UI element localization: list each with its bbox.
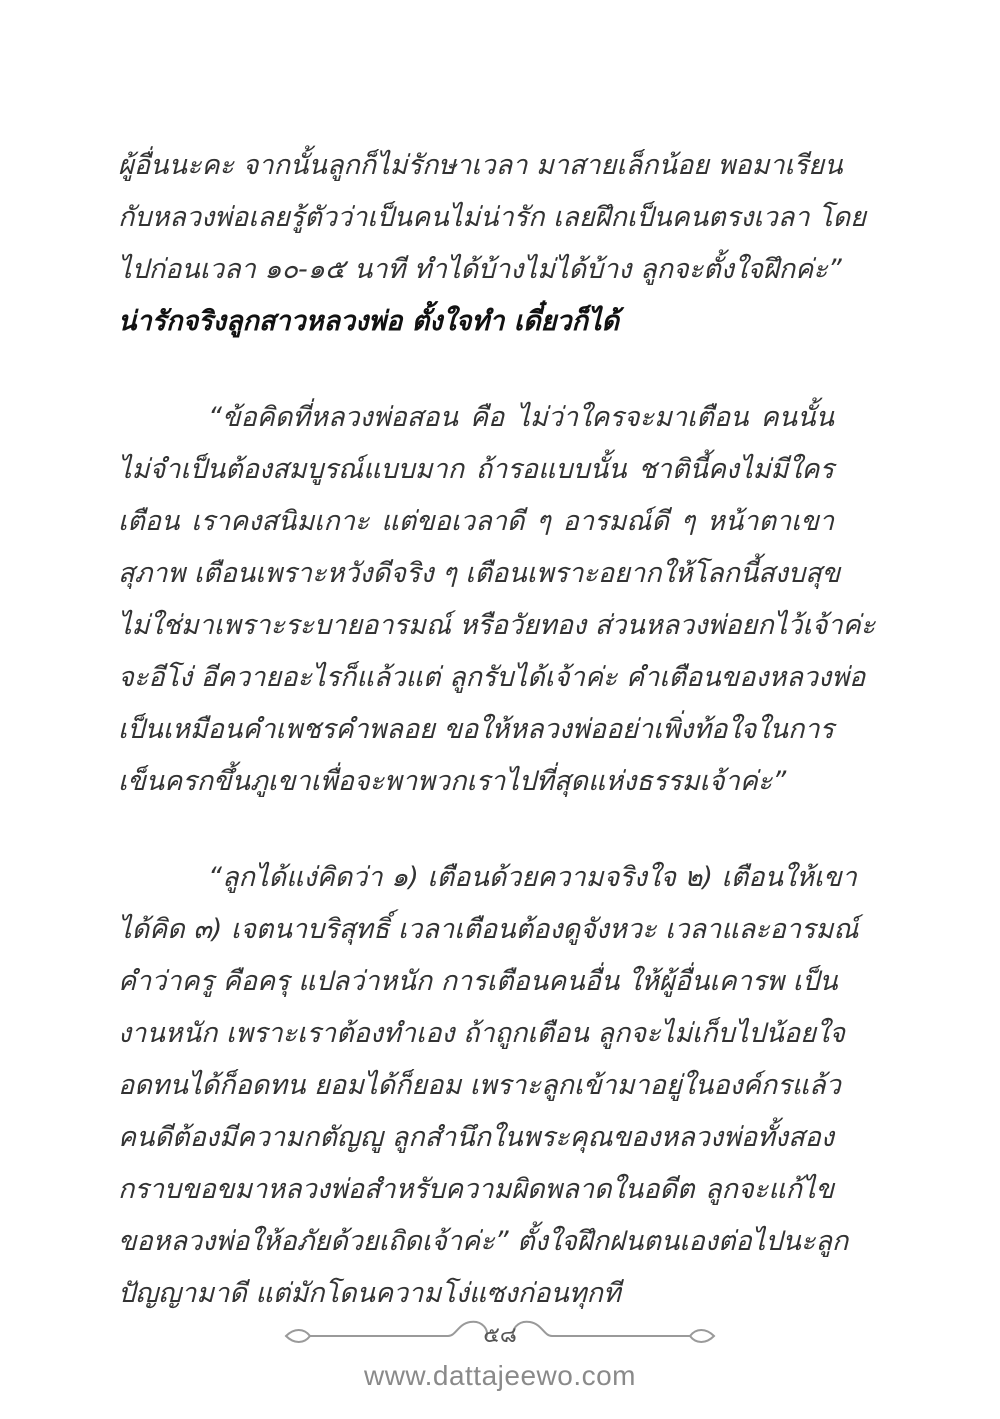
- text-line: กับหลวงพ่อเลยรู้ตัวว่าเป็นคนไม่น่ารัก เลยฝึกเป็นคนตรงเวลา โดย: [118, 202, 866, 233]
- text-line: คำว่าครู คือครุ แปลว่าหนัก การเตือนคนอื่น ให้ผู้อื่นเคารพ เป็น: [118, 966, 838, 997]
- reply-line-bold: น่ารักจริงลูกสาวหลวงพ่อ ตั้งใจทำ เดี๋ยวก็ได้: [118, 306, 620, 337]
- paragraph-1: [118, 140, 866, 348]
- page-footer: [0, 1318, 1000, 1418]
- text-line: ปัญญามาดี แต่มักโดนความโง่แซงก่อนทุกที: [118, 1278, 621, 1309]
- text-line: สุภาพ เตือนเพราะหวังดีจริง ๆ เตือนเพราะอยากให้โลกนี้สงบสุข: [118, 558, 841, 589]
- text-line: “ข้อคิดที่หลวงพ่อสอน คือ ไม่ว่าใครจะมาเตือน คนนั้น: [208, 402, 834, 433]
- text-line: งานหนัก เพราะเราต้องทำเอง ถ้าถูกเตือน ลูกจะไม่เก็บไปน้อยใจ: [118, 1018, 845, 1049]
- paragraph-2: [118, 392, 876, 808]
- footer-url: www.dattajeewo.com: [363, 1360, 636, 1391]
- paragraph-gap: [118, 808, 834, 852]
- text-line: ได้คิด ๓) เจตนาบริสุทธิ์ เวลาเตือนต้องดูจังหวะ เวลาและอารมณ์: [118, 914, 859, 945]
- text-line: ขอหลวงพ่อให้อภัยด้วยเถิดเจ้าค่ะ” ตั้งใจฝึกฝนตนเองต่อไปนะลูก: [118, 1226, 849, 1257]
- text-line: เข็นครกขึ้นภูเขาเพื่อจะพาพวกเราไปที่สุดแห่งธรรมเจ้าค่ะ”: [118, 766, 787, 797]
- text-line: “ลูกได้แง่คิดว่า ๑) เตือนด้วยความจริงใจ ๒) เตือนให้เขา: [208, 862, 857, 893]
- paragraph-gap: [118, 348, 834, 392]
- text-line: ไปก่อนเวลา ๑๐-๑๕ นาที ทำได้บ้างไม่ได้บ้าง ลูกจะตั้งใจฝึกค่ะ”: [118, 254, 842, 285]
- text-line: เตือน เราคงสนิมเกาะ แต่ขอเวลาดี ๆ อารมณ์ดี ๆ หน้าตาเขา: [118, 506, 834, 537]
- text-line: ไม่จำเป็นต้องสมบูรณ์แบบมาก ถ้ารอแบบนั้น ชาตินี้คงไม่มีใคร: [118, 454, 834, 485]
- paragraph-3: [118, 852, 859, 1320]
- text-line: เป็นเหมือนคำเพชรคำพลอย ขอให้หลวงพ่ออย่าเพิ่งท้อใจในการ: [118, 714, 835, 745]
- text-line: คนดีต้องมีความกตัญญู ลูกสำนึกในพระคุณของหลวงพ่อทั้งสอง: [118, 1122, 834, 1153]
- text-line: จะอีโง่ อีควายอะไรก็แล้วแต่ ลูกรับได้เจ้าค่ะ คำเตือนของหลวงพ่อ: [118, 662, 866, 693]
- text-line: อดทนได้ก็อดทน ยอมได้ก็ยอม เพราะลูกเข้ามาอยู่ในองค์กรแล้ว: [118, 1070, 841, 1101]
- page-body: [118, 140, 876, 1320]
- text-line: ไม่ใช่มาเพราะระบายอารมณ์ หรือวัยทอง ส่วนหลวงพ่อยกไว้เจ้าค่ะ: [118, 610, 876, 641]
- page-number: ๕๘: [483, 1323, 517, 1348]
- text-line: ผู้อื่นนะคะ จากนั้นลูกก็ไม่รักษาเวลา มาสายเล็กน้อย พอมาเรียน: [118, 150, 843, 181]
- text-line: กราบขอขมาหลวงพ่อสำหรับความผิดพลาดในอดีต ลูกจะแก้ไข: [118, 1174, 834, 1205]
